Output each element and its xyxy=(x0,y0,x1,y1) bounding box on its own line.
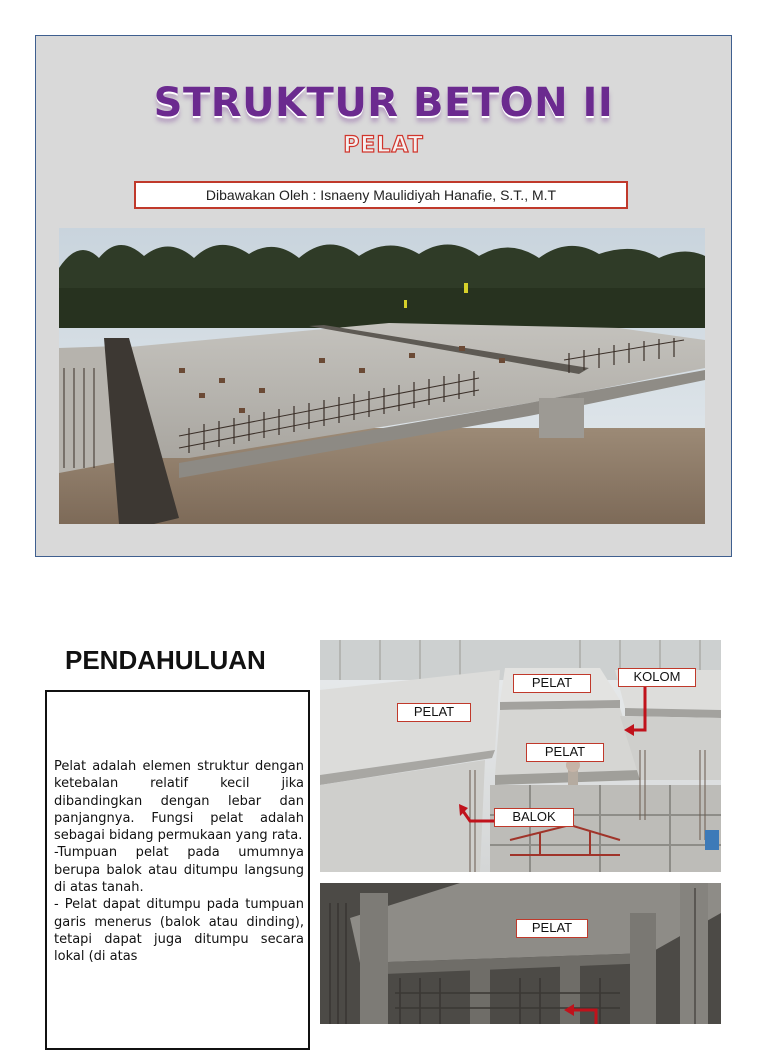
label-pelat-center: PELAT xyxy=(526,743,604,762)
building-slab-photo xyxy=(320,640,721,872)
title-slide xyxy=(35,35,732,557)
section-heading: PENDAHULUAN xyxy=(65,645,266,675)
slab-construction-photo xyxy=(59,228,705,524)
label-pelat-top: PELAT xyxy=(513,674,591,693)
paragraph-tumpuan: -Tumpuan pelat pada umumnya berupa balok atau ditumpu langsung di atas tanah. xyxy=(54,845,304,896)
label-kolom: KOLOM xyxy=(618,668,696,687)
label-pelat-left: PELAT xyxy=(397,703,471,722)
paragraph-definition: Pelat adalah elemen struktur dengan ketebalan relatif kecil jika dibandingkan dengan lebar dan panjangnya. Fungsi pelat adalah sebagai bidang permukaan yang rata. xyxy=(54,759,304,844)
paragraph-ditumpu: - Pelat dapat ditumpu pada tumpuan garis menerus (balok atau dinding), tetapi dapat juga ditumpu secara lokal (di atas xyxy=(54,897,304,965)
slide-subtitle: PELAT xyxy=(343,133,424,158)
author-box: Dibawakan Oleh : Isnaeny Maulidiyah Hanafie, S.T., M.T xyxy=(134,181,628,209)
label-pelat-photo2: PELAT xyxy=(516,919,588,938)
slide-title: STRUKTUR BETON II xyxy=(153,80,614,126)
slab-column-photo xyxy=(320,883,721,1024)
label-balok: BALOK xyxy=(494,808,574,827)
body-text xyxy=(54,758,304,966)
